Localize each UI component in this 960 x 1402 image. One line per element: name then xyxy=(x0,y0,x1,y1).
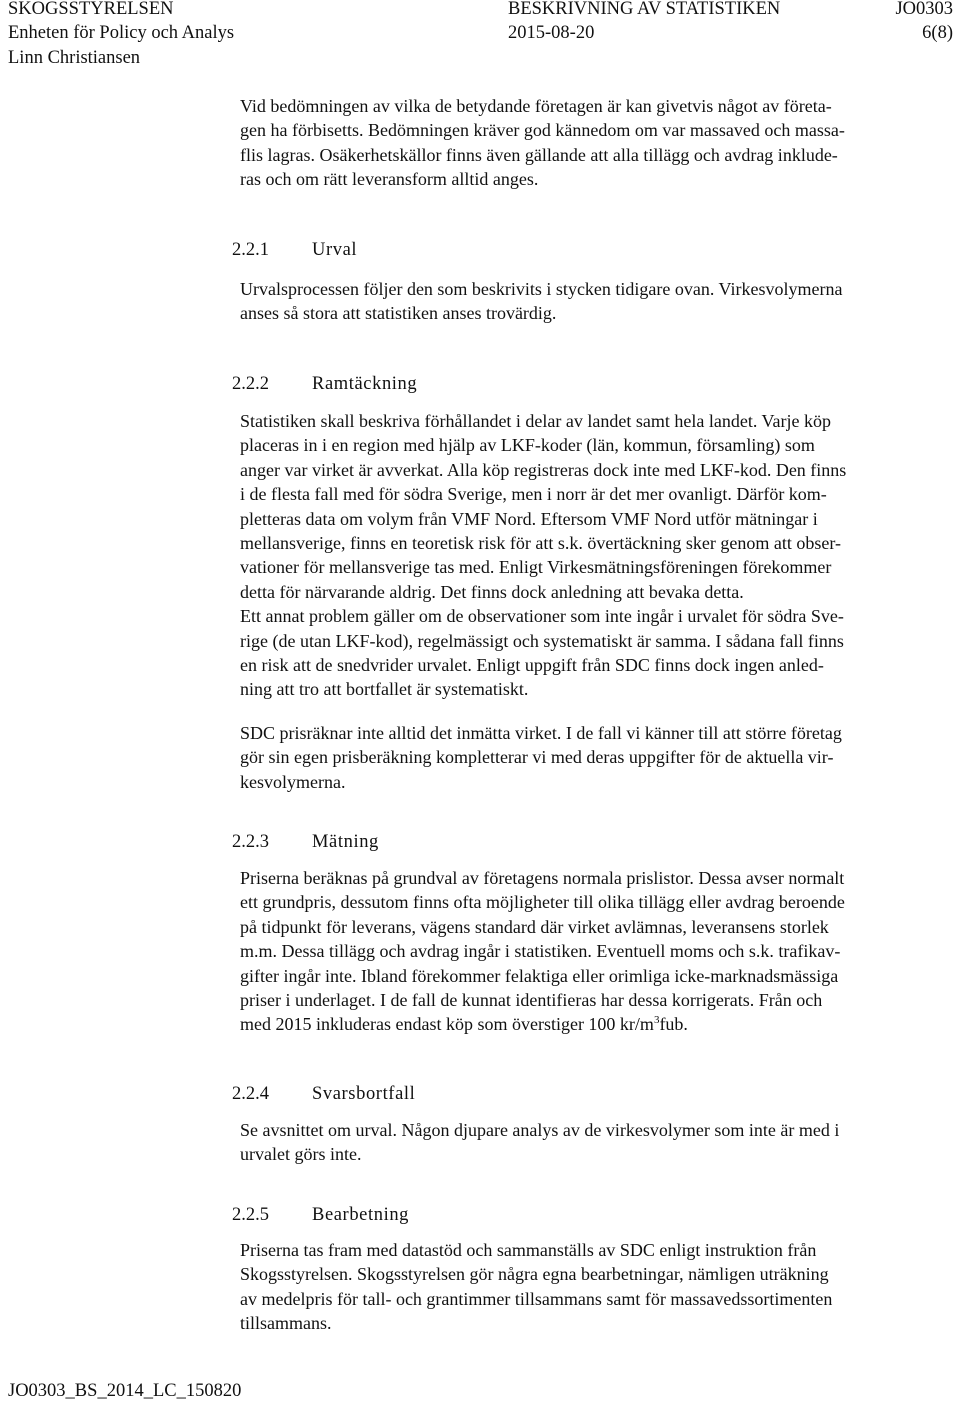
text-line: Se avsnittet om urval. Någon djupare analys av de virkesvolymer som inte är med i xyxy=(240,1120,840,1140)
text-segment: med 2015 inkluderas endast köp som överstiger 100 kr/m xyxy=(240,1014,654,1035)
page-footer: JO0303_BS_2014_LC_150820 xyxy=(8,1381,242,1401)
section-heading-bearbetning xyxy=(232,1203,409,1227)
text-line: gen ha förbisetts. Bedömningen kräver god kännedom om var massaved och massa- xyxy=(240,120,845,141)
text-line: m.m. Dessa tillägg och avdrag ingår i statistiken. Eventuell moms och s.k. trafikav- xyxy=(240,941,841,962)
text-line: ett grundpris, dessutom finns ofta möjligheter till olika tillägg eller avdrag beroende xyxy=(240,892,845,913)
header-org: SKOGSSTYRELSEN xyxy=(8,0,174,19)
section-title: Mätning xyxy=(312,832,379,852)
header-row-1 xyxy=(8,0,953,22)
header-author: Linn Christiansen xyxy=(8,48,141,68)
section-title: Svarsbortfall xyxy=(312,1084,416,1104)
header-doc-type: BESKRIVNING AV STATISTIKEN xyxy=(508,0,781,19)
text-line: Ett annat problem gäller om de observationer som inte ingår i urvalet för södra Sve- xyxy=(240,606,844,627)
text-line: Skogsstyrelsen. Skogsstyrelsen gör några egna bearbetningar, nämligen uträkning xyxy=(240,1264,829,1285)
text-line: placeras in i en region med hjälp av LKF-koder (län, kommun, församling) som xyxy=(240,435,815,456)
text-line: anses så stora att statistiken anses trovärdig. xyxy=(240,303,557,324)
text-line: Priserna tas fram med datastöd och sammanställs av SDC enligt instruktion från xyxy=(240,1240,817,1260)
section-body-bearbetning xyxy=(240,1238,942,1336)
text-line: vationer för mellansverige tas med. Enligt Virkesmätningsföreningen förekommer xyxy=(240,557,832,578)
text-line: urvalet görs inte. xyxy=(240,1144,362,1165)
header-unit: Enheten för Policy och Analys xyxy=(8,23,235,43)
text-line: detta för närvarande aldrig. Det finns dock anledning att bevaka detta. xyxy=(240,581,744,602)
section-number: 2.2.2 xyxy=(232,374,269,394)
section-number: 2.2.5 xyxy=(232,1205,269,1225)
header-row-3 xyxy=(8,46,953,71)
text-line: av medelpris för tall- och grantimmer tillsammans samt för massavedssortimenten xyxy=(240,1288,833,1309)
section-heading-matning xyxy=(232,830,379,854)
section-heading-ramtackning xyxy=(232,372,417,396)
intro-paragraph xyxy=(240,94,942,192)
section-body-ramtackning xyxy=(240,409,942,702)
section-number: 2.2.1 xyxy=(232,240,269,260)
text-line: tillsammans. xyxy=(240,1313,332,1334)
section-heading-svarsbortfall xyxy=(232,1082,415,1106)
text-line: rige (de utan LKF-kod), regelmässigt och systematiskt är samma. I sådana fall finns xyxy=(240,630,844,651)
text-line: anger var virket är avverkat. Alla köp registreras dock inte med LKF-kod. Den finns xyxy=(240,459,847,480)
text-line: Priserna beräknas på grundval av företagens normala prislistor. Dessa avser normalt xyxy=(240,868,845,888)
text-line: Urvalsprocessen följer den som beskrivits i stycken tidigare ovan. Virkesvolymerna xyxy=(240,279,843,299)
text-line: ning att tro att bortfallet är systematiskt. xyxy=(240,679,529,700)
text-line-last xyxy=(240,1012,942,1036)
text-line: flis lagras. Osäkerhetskällor finns även gällande att alla tillägg och avdrag inklude- xyxy=(240,144,838,165)
header-doc-code: JO0303 xyxy=(895,0,953,19)
text-line: Statistiken skall beskriva förhållandet i delar av landet samt hela landet. Varje köp xyxy=(240,411,831,431)
header-date: 2015-08-20 xyxy=(508,23,595,43)
text-line: pletteras data om volym från VMF Nord. Eftersom VMF Nord utför mätningar i xyxy=(240,508,818,529)
section-title: Urval xyxy=(312,240,358,260)
section-body-svarsbortfall xyxy=(240,1118,942,1167)
section-body-matning xyxy=(240,866,942,1037)
text-line: Vid bedömningen av vilka de betydande företagen är kan givetvis något av företa- xyxy=(240,96,832,116)
text-line: ras och om rätt leveransform alltid anges. xyxy=(240,169,539,190)
section-heading-urval xyxy=(232,238,357,262)
text-line: SDC prisräknar inte alltid det inmätta virket. I de fall vi känner till att större företag xyxy=(240,723,842,743)
text-line: gifter ingår inte. Ibland förekommer felaktiga eller orimliga icke-marknadsmässiga xyxy=(240,965,839,986)
text-line: i de flesta fall med för södra Sverige, men i norr är det mer ovanligt. Därför kom- xyxy=(240,484,827,505)
text-line: på tidpunkt för leverans, vägens standard där virket avlämnas, leveransens storlek xyxy=(240,916,829,937)
text-line: en risk att de snedvrider urvalet. Enligt uppgift från SDC finns dock ingen anled- xyxy=(240,655,824,676)
section-title: Bearbetning xyxy=(312,1205,410,1225)
header-page-number: 6(8) xyxy=(922,23,953,43)
text-line: mellansverige, finns en teoretisk risk för att s.k. övertäckning sker genom att obser- xyxy=(240,533,841,554)
section-title: Ramtäckning xyxy=(312,374,418,394)
section-body-ramtackning-2 xyxy=(240,721,942,794)
text-line: kesvolymerna. xyxy=(240,771,346,792)
section-number: 2.2.3 xyxy=(232,832,269,852)
section-body-urval xyxy=(240,277,942,326)
text-segment: fub. xyxy=(659,1014,688,1035)
superscript: 3 xyxy=(653,1014,660,1027)
section-number: 2.2.4 xyxy=(232,1084,269,1104)
text-line: priser i underlaget. I de fall de kunnat identifieras har dessa korrigerats. Från och xyxy=(240,990,823,1011)
text-line: gör sin egen prisberäkning kompletterar vi med deras uppgifter för de aktuella vir- xyxy=(240,747,834,768)
header-row-2 xyxy=(8,21,953,46)
